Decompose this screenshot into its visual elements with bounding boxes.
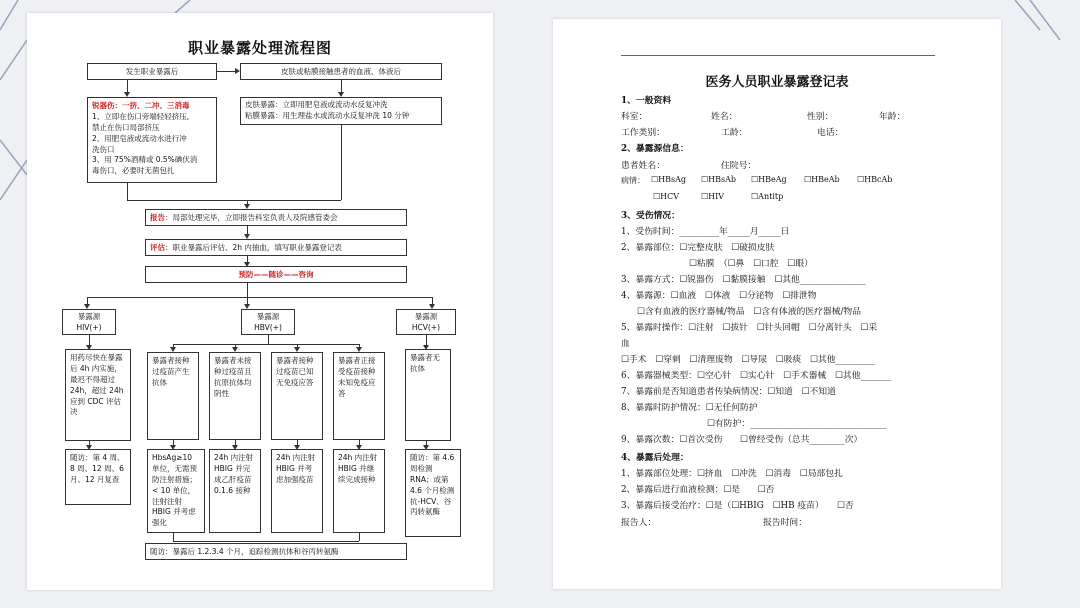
evaluation-box (145, 239, 407, 256)
disease-checkbox[interactable]: ☐HCV (653, 192, 680, 201)
disease-checkbox[interactable]: ☐HBeAg (751, 175, 787, 184)
sharp-step-line: 3、用 75%酒精或 0.5%碘伏消 (92, 155, 198, 165)
general-row-1 (621, 109, 951, 121)
sharp-step-line: 1、立即在伤口旁端轻轻挤压, (92, 111, 190, 121)
phone-field[interactable]: 电话： (817, 128, 844, 138)
exposure-count[interactable]: 9、暴露次数：☐首次受伤 ☐曾经受伤（总共________次） (621, 435, 863, 445)
protection-yes[interactable]: ☐有防护：_______________________________ (707, 419, 887, 429)
disease-checkbox[interactable]: ☐HBcAb (857, 175, 893, 184)
exposure-source-items[interactable]: ☐含有血液的医疗器械/物品 ☐含有体液的医疗器械/物品 (637, 307, 862, 317)
hcv-followup-box: 随访：第 4.6 周检测 RNA；或第 4.6 个月检测抗-HCV、谷丙转氨酶 (405, 449, 461, 537)
knew-status[interactable]: 7、暴露前是否知道患者传染病情况：☐知道 ☐不知道 (621, 387, 836, 397)
evaluation-text: ：职业暴露后评估、2h 内抽血，填写职业暴露登记表 (165, 243, 342, 252)
section-injury: 3、受伤情况： (621, 211, 680, 221)
exposure-operation[interactable]: 5、暴露时操作：☐注射 ☐拔针 ☐针头回帽 ☐分离针头 ☐采 (621, 323, 878, 333)
hbv-case-3-box: 暴露者接种过疫苗已知无免疫应答 (271, 352, 323, 440)
hbv-source-title: 暴露源 (256, 312, 280, 321)
contact-box: 皮肤或粘膜接触患者的血液、体液后 (240, 63, 442, 80)
report-box (145, 209, 407, 226)
hbv-action-2-box: 24h 内注射 HBIG 并完成乙肝疫苗 0.1.6 接种 (209, 449, 261, 533)
job-field[interactable]: 工作类别： (621, 128, 665, 138)
hiv-source-sub: HIV(+) (76, 322, 102, 332)
injury-site-mucosa[interactable]: ☐粘膜 （☐鼻 ☐口腔 ☐眼） (689, 259, 813, 269)
dept-field[interactable]: 科室： (621, 112, 648, 122)
device-type[interactable]: 6、暴露器械类型：☐空心针 ☐实心针 ☐手术器械 ☐其他_______ (621, 371, 892, 381)
patient-name-field[interactable]: 患者姓名： (621, 161, 665, 171)
disease-checkbox[interactable]: ☐HBsAg (651, 175, 687, 184)
age-field[interactable]: 年龄： (879, 112, 906, 122)
blood-test[interactable]: 2、暴露后进行血液检测：☐是 ☐否 (621, 485, 775, 495)
start-box: 发生职业暴露后 (87, 63, 217, 80)
hbv-case-4-box: 暴露者正接受疫苗接种未知免疫应答 (333, 352, 385, 440)
exposure-operation-cont: 血 (621, 339, 630, 349)
hiv-followup-box: 随访：第 4 周、8 周、12 周、6 月、12 月复查 (65, 449, 131, 505)
name-field[interactable]: 姓名： (711, 112, 738, 122)
hcv-source-box (396, 309, 456, 335)
sharp-step-line: 毒伤口，必要时无菌包扎 (92, 166, 175, 176)
injury-site[interactable]: 2、暴露部位：☐完整皮肤 ☐破损皮肤 (621, 243, 775, 253)
years-field[interactable]: 工龄： (721, 128, 748, 138)
prevention-text: 预防——随诊——咨询 (238, 270, 314, 279)
hcv-source-title: 暴露源 (414, 312, 438, 321)
source-row (621, 158, 951, 170)
reporter-field[interactable]: 报告人： (621, 518, 657, 528)
disease-checkbox[interactable]: ☐Antitp (751, 192, 784, 201)
prevention-box (145, 266, 407, 283)
hcv-source-sub: HCV(+) (411, 322, 441, 332)
flowchart-page (27, 13, 493, 590)
header-rule (621, 55, 935, 56)
protection[interactable]: 8、暴露时防护情况：☐无任何防护 (621, 403, 758, 413)
report-text: ：局部处理完毕，立即报告科室负责人及院感管委会 (165, 213, 338, 222)
disease-label: 病情： (621, 176, 645, 185)
exposure-source[interactable]: 4、暴露源：☐血液 ☐体液 ☐分泌物 ☐排泄物 (621, 291, 817, 301)
sharp-step-line: 2、用肥皂液或流动水进行冲 (92, 133, 187, 143)
skin-exposure-box (240, 97, 442, 125)
hbv-action-3-box: 24h 内注射 HBIG 并考虑加强疫苗 (271, 449, 323, 533)
reporter-row (621, 515, 951, 527)
treatment[interactable]: 3、暴露后接受治疗：☐是（☐HBIG ☐HB 疫苗） ☐否 (621, 501, 854, 511)
disease-checkbox[interactable]: ☐HIV (701, 192, 725, 201)
hbv-source-box (241, 309, 295, 335)
mucosa-exposure-line: 粘膜暴露：用生理盐水或流动水反复冲洗 10 分钟 (245, 110, 410, 120)
report-time-field[interactable]: 报告时间： (763, 518, 807, 528)
hbv-source-sub: HBV(+) (254, 322, 282, 332)
site-treatment[interactable]: 1、暴露部位处理：☐挤血 ☐冲洗 ☐消毒 ☐局部包扎 (621, 469, 843, 479)
disease-row-2 (621, 192, 951, 204)
hbv-action-4-box: 24h 内注射 HBIG 并继续完成接种 (333, 449, 385, 533)
general-row-2 (621, 125, 951, 137)
sharp-step-line: 洗伤口 (92, 144, 115, 154)
hcv-condition-box: 暴露者无抗体 (405, 349, 451, 441)
hbv-case-2-box: 暴露者未接种过疫苗且抗原抗体均阴性 (209, 352, 261, 440)
injury-time[interactable]: 1、受伤时间：_________年_____月_____日 (621, 227, 790, 237)
section-source: 2、暴露源信息： (621, 144, 689, 154)
hbv-case-1-box: 暴露者接种过疫苗产生抗体 (147, 352, 199, 440)
sharp-injury-box (87, 97, 217, 183)
form-title: 医务人员职业暴露登记表 (705, 75, 849, 90)
section-general: 1、一般资料 (621, 96, 672, 106)
report-label: 报告 (150, 213, 165, 222)
inpatient-no-field[interactable]: 住院号： (721, 161, 757, 171)
flowchart-title: 职业暴露处理流程图 (187, 39, 332, 57)
exposure-operation-more[interactable]: ☐手术 ☐穿刺 ☐清理废物 ☐导尿 ☐吸痰 ☐其他_________ (621, 355, 876, 365)
hbv-followup-box: 随访：暴露后 1.2.3.4 个月，追踪检测抗体和谷丙转氨酶 (145, 543, 407, 560)
sharp-injury-title: 锐器伤：一挤、二冲、三消毒 (92, 101, 190, 110)
hiv-action-box: 用药尽快在暴露后 4h 内实施，最迟不得超过 24h，超过 24h 应到 CDC 评估决 (65, 349, 131, 441)
section-after: 4、暴露后处理： (621, 453, 689, 463)
sharp-step-line: 禁止在伤口局部挤压 (92, 122, 160, 132)
exposure-mode[interactable]: 3、暴露方式：☐锐器伤 ☐黏膜接触 ☐其他_______________ (621, 275, 866, 285)
hiv-source-title: 暴露源 (77, 312, 101, 321)
skin-exposure-line: 皮肤暴露：立即用肥皂液或流动水反复冲洗 (245, 100, 388, 109)
disease-checkbox[interactable]: ☐HBsAb (701, 175, 737, 184)
disease-checkbox[interactable]: ☐HBeAb (804, 175, 840, 184)
registration-form-page (553, 19, 1001, 589)
gender-field[interactable]: 性别： (807, 112, 834, 122)
evaluation-label: 评估 (150, 243, 165, 252)
disease-row-1 (621, 175, 951, 187)
hiv-source-box (62, 309, 116, 335)
hbv-action-1-box: HbsAg≥10 单位，无需预防注射措施；< 10 单位，注射注射 HBIG 并考虑强化 (147, 449, 205, 533)
